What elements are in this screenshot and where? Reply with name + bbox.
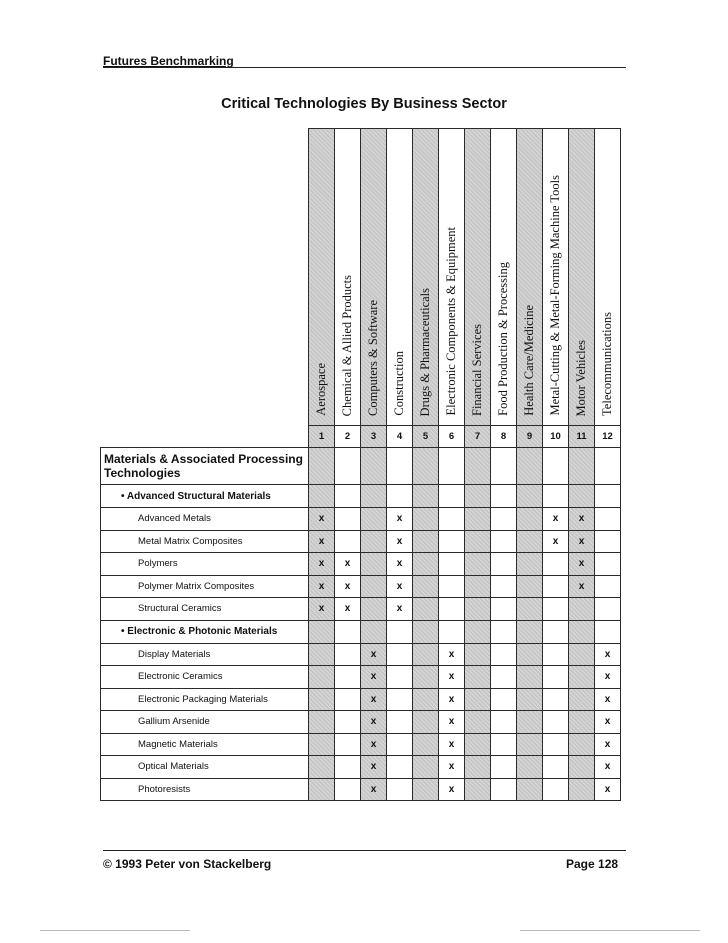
- mark-cell: x: [387, 598, 413, 621]
- table-row: [101, 778, 621, 801]
- empty-cell: [517, 575, 543, 598]
- empty-cell: [309, 756, 335, 779]
- empty-cell: [361, 508, 387, 531]
- empty-cell: [543, 756, 569, 779]
- empty-cell: [569, 778, 595, 801]
- sector-name: Aerospace: [314, 363, 328, 416]
- empty-cell: [335, 620, 361, 643]
- sector-number-row: [101, 426, 621, 448]
- empty-cell: [491, 666, 517, 689]
- technology-label: Magnetic Materials: [101, 733, 309, 756]
- empty-cell: [387, 666, 413, 689]
- empty-cell: [491, 485, 517, 508]
- empty-cell: [439, 485, 465, 508]
- mark-cell: x: [569, 553, 595, 576]
- empty-cell: [517, 485, 543, 508]
- empty-cell: [491, 530, 517, 553]
- sector-number: 8: [491, 426, 517, 448]
- subcategory-row: [101, 485, 621, 508]
- mark-cell: x: [595, 666, 621, 689]
- empty-cell: [595, 553, 621, 576]
- mark-cell: x: [569, 508, 595, 531]
- technology-label: Electronic Packaging Materials: [101, 688, 309, 711]
- header-spacer: [101, 129, 309, 426]
- scan-artifact: [520, 930, 700, 931]
- technology-label: Electronic Ceramics: [101, 666, 309, 689]
- mark-cell: x: [595, 756, 621, 779]
- sector-name: Metal-Cutting & Metal-Forming Machine Tools: [548, 175, 562, 416]
- empty-cell: [595, 620, 621, 643]
- empty-cell: [439, 620, 465, 643]
- empty-cell: [361, 448, 387, 485]
- empty-cell: [465, 620, 491, 643]
- empty-cell: [387, 485, 413, 508]
- empty-cell: [569, 756, 595, 779]
- mark-cell: x: [439, 688, 465, 711]
- table-row: [101, 733, 621, 756]
- table-row: [101, 756, 621, 779]
- sector-number: 10: [543, 426, 569, 448]
- mark-cell: x: [361, 688, 387, 711]
- sector-header: [465, 129, 491, 426]
- empty-cell: [387, 688, 413, 711]
- subcategory-row: [101, 620, 621, 643]
- empty-cell: [465, 778, 491, 801]
- empty-cell: [439, 598, 465, 621]
- empty-cell: [335, 448, 361, 485]
- sector-number: 11: [569, 426, 595, 448]
- sector-header: [517, 129, 543, 426]
- empty-cell: [517, 598, 543, 621]
- empty-cell: [491, 688, 517, 711]
- mark-cell: x: [335, 553, 361, 576]
- page-title: Critical Technologies By Business Sector: [221, 96, 507, 112]
- scan-artifact: [40, 930, 190, 931]
- sector-header: [491, 129, 517, 426]
- mark-cell: x: [439, 643, 465, 666]
- empty-cell: [413, 575, 439, 598]
- technology-label: Polymer Matrix Composites: [101, 575, 309, 598]
- empty-cell: [361, 553, 387, 576]
- sector-header: [569, 129, 595, 426]
- technology-label: Optical Materials: [101, 756, 309, 779]
- sector-name: Financial Services: [470, 324, 484, 416]
- empty-cell: [465, 575, 491, 598]
- empty-cell: [439, 575, 465, 598]
- mark-cell: x: [361, 733, 387, 756]
- empty-cell: [387, 711, 413, 734]
- header-rule: [103, 67, 626, 68]
- empty-cell: [361, 485, 387, 508]
- empty-cell: [439, 530, 465, 553]
- sector-header: [309, 129, 335, 426]
- empty-cell: [309, 711, 335, 734]
- empty-cell: [413, 620, 439, 643]
- sector-header: [543, 129, 569, 426]
- empty-cell: [335, 711, 361, 734]
- empty-cell: [517, 643, 543, 666]
- mark-cell: x: [309, 598, 335, 621]
- empty-cell: [491, 620, 517, 643]
- empty-cell: [387, 643, 413, 666]
- subcategory-label: • Electronic & Photonic Materials: [101, 620, 309, 643]
- table-row: [101, 575, 621, 598]
- empty-cell: [413, 508, 439, 531]
- empty-cell: [543, 778, 569, 801]
- empty-cell: [335, 778, 361, 801]
- mark-cell: x: [361, 711, 387, 734]
- sector-header: [387, 129, 413, 426]
- empty-cell: [309, 778, 335, 801]
- mark-cell: x: [439, 778, 465, 801]
- sector-header: [335, 129, 361, 426]
- empty-cell: [465, 598, 491, 621]
- sector-name: Motor Vehicles: [574, 339, 588, 416]
- empty-cell: [543, 620, 569, 643]
- mark-cell: x: [595, 711, 621, 734]
- empty-cell: [543, 711, 569, 734]
- empty-cell: [595, 485, 621, 508]
- sector-number: 9: [517, 426, 543, 448]
- sector-header: [439, 129, 465, 426]
- mark-cell: x: [335, 598, 361, 621]
- empty-cell: [387, 756, 413, 779]
- mark-cell: x: [387, 508, 413, 531]
- empty-cell: [543, 688, 569, 711]
- empty-cell: [465, 553, 491, 576]
- mark-cell: x: [543, 530, 569, 553]
- empty-cell: [517, 666, 543, 689]
- table-row: [101, 643, 621, 666]
- mark-cell: x: [361, 666, 387, 689]
- empty-cell: [413, 553, 439, 576]
- mark-cell: x: [387, 553, 413, 576]
- mark-cell: x: [309, 508, 335, 531]
- mark-cell: x: [439, 733, 465, 756]
- empty-cell: [309, 620, 335, 643]
- empty-cell: [569, 733, 595, 756]
- empty-cell: [543, 666, 569, 689]
- empty-cell: [309, 688, 335, 711]
- empty-cell: [309, 485, 335, 508]
- category-label: Materials & Associated Processing Technologies: [101, 448, 309, 485]
- empty-cell: [595, 575, 621, 598]
- empty-cell: [361, 620, 387, 643]
- mark-cell: x: [361, 756, 387, 779]
- empty-cell: [361, 598, 387, 621]
- table-row: [101, 688, 621, 711]
- empty-cell: [595, 598, 621, 621]
- mark-cell: x: [335, 575, 361, 598]
- empty-cell: [569, 666, 595, 689]
- empty-cell: [491, 508, 517, 531]
- mark-cell: x: [361, 643, 387, 666]
- sector-name: Electronic Components & Equipment: [444, 227, 458, 416]
- empty-cell: [491, 756, 517, 779]
- sector-number: 3: [361, 426, 387, 448]
- empty-cell: [517, 553, 543, 576]
- mark-cell: x: [439, 756, 465, 779]
- sector-number: 12: [595, 426, 621, 448]
- empty-cell: [465, 643, 491, 666]
- empty-cell: [413, 448, 439, 485]
- empty-cell: [439, 448, 465, 485]
- empty-cell: [491, 711, 517, 734]
- empty-cell: [569, 598, 595, 621]
- sector-number: 2: [335, 426, 361, 448]
- empty-cell: [569, 448, 595, 485]
- number-spacer: [101, 426, 309, 448]
- table-row: [101, 711, 621, 734]
- sector-header: [595, 129, 621, 426]
- empty-cell: [491, 598, 517, 621]
- empty-cell: [517, 508, 543, 531]
- empty-cell: [413, 756, 439, 779]
- empty-cell: [491, 643, 517, 666]
- empty-cell: [517, 448, 543, 485]
- empty-cell: [439, 508, 465, 531]
- empty-cell: [413, 643, 439, 666]
- empty-cell: [465, 733, 491, 756]
- empty-cell: [543, 598, 569, 621]
- sector-number: 6: [439, 426, 465, 448]
- technology-sector-table: [100, 128, 621, 801]
- mark-cell: x: [387, 575, 413, 598]
- empty-cell: [569, 688, 595, 711]
- sector-number: 4: [387, 426, 413, 448]
- category-row: [101, 448, 621, 485]
- empty-cell: [361, 575, 387, 598]
- empty-cell: [413, 666, 439, 689]
- empty-cell: [413, 530, 439, 553]
- empty-cell: [413, 778, 439, 801]
- empty-cell: [309, 643, 335, 666]
- empty-cell: [543, 553, 569, 576]
- page-number: Page 128: [566, 857, 619, 871]
- table-row: [101, 508, 621, 531]
- empty-cell: [335, 485, 361, 508]
- table-row: [101, 598, 621, 621]
- sector-name: Telecommunications: [600, 312, 614, 416]
- empty-cell: [387, 733, 413, 756]
- empty-cell: [335, 756, 361, 779]
- footer-rule: [103, 850, 626, 851]
- mark-cell: x: [569, 575, 595, 598]
- empty-cell: [309, 733, 335, 756]
- sector-name: Computers & Software: [366, 300, 380, 416]
- mark-cell: x: [569, 530, 595, 553]
- technology-label: Photoresists: [101, 778, 309, 801]
- mark-cell: x: [309, 553, 335, 576]
- empty-cell: [335, 666, 361, 689]
- empty-cell: [465, 508, 491, 531]
- technology-label: Polymers: [101, 553, 309, 576]
- empty-cell: [465, 756, 491, 779]
- empty-cell: [569, 711, 595, 734]
- empty-cell: [517, 530, 543, 553]
- empty-cell: [439, 553, 465, 576]
- empty-cell: [361, 530, 387, 553]
- empty-cell: [569, 620, 595, 643]
- mark-cell: x: [309, 530, 335, 553]
- sector-header: [361, 129, 387, 426]
- empty-cell: [335, 508, 361, 531]
- empty-cell: [465, 448, 491, 485]
- empty-cell: [543, 643, 569, 666]
- technology-label: Advanced Metals: [101, 508, 309, 531]
- empty-cell: [491, 448, 517, 485]
- empty-cell: [413, 733, 439, 756]
- table-row: [101, 553, 621, 576]
- sector-number: 5: [413, 426, 439, 448]
- mark-cell: x: [387, 530, 413, 553]
- empty-cell: [517, 778, 543, 801]
- empty-cell: [387, 778, 413, 801]
- table-row: [101, 530, 621, 553]
- empty-cell: [335, 688, 361, 711]
- empty-cell: [595, 530, 621, 553]
- sector-header: [413, 129, 439, 426]
- empty-cell: [413, 688, 439, 711]
- mark-cell: x: [595, 688, 621, 711]
- empty-cell: [413, 711, 439, 734]
- empty-cell: [335, 733, 361, 756]
- sector-name: Construction: [392, 351, 406, 416]
- mark-cell: x: [361, 778, 387, 801]
- running-header: Futures Benchmarking: [103, 54, 234, 68]
- empty-cell: [465, 485, 491, 508]
- empty-cell: [569, 643, 595, 666]
- technology-label: Metal Matrix Composites: [101, 530, 309, 553]
- empty-cell: [413, 485, 439, 508]
- empty-cell: [465, 666, 491, 689]
- mark-cell: x: [439, 666, 465, 689]
- sector-name: Drugs & Pharmaceuticals: [418, 287, 432, 416]
- empty-cell: [465, 530, 491, 553]
- empty-cell: [491, 733, 517, 756]
- empty-cell: [517, 733, 543, 756]
- empty-cell: [543, 575, 569, 598]
- empty-cell: [517, 688, 543, 711]
- empty-cell: [465, 711, 491, 734]
- empty-cell: [335, 643, 361, 666]
- empty-cell: [595, 448, 621, 485]
- empty-cell: [517, 620, 543, 643]
- copyright-footer: © 1993 Peter von Stackelberg: [103, 857, 272, 871]
- empty-cell: [543, 448, 569, 485]
- empty-cell: [491, 553, 517, 576]
- empty-cell: [309, 448, 335, 485]
- technology-label: Structural Ceramics: [101, 598, 309, 621]
- sector-number: 7: [465, 426, 491, 448]
- mark-cell: x: [439, 711, 465, 734]
- sector-name: Health Care/Medicine: [522, 305, 536, 416]
- empty-cell: [413, 598, 439, 621]
- empty-cell: [387, 620, 413, 643]
- sector-header-row: [101, 129, 621, 426]
- mark-cell: x: [595, 643, 621, 666]
- empty-cell: [543, 733, 569, 756]
- empty-cell: [335, 530, 361, 553]
- empty-cell: [491, 575, 517, 598]
- mark-cell: x: [543, 508, 569, 531]
- subcategory-label: • Advanced Structural Materials: [101, 485, 309, 508]
- empty-cell: [569, 485, 595, 508]
- mark-cell: x: [309, 575, 335, 598]
- mark-cell: x: [595, 778, 621, 801]
- table-row: [101, 666, 621, 689]
- empty-cell: [491, 778, 517, 801]
- empty-cell: [309, 666, 335, 689]
- empty-cell: [517, 711, 543, 734]
- sector-number: 1: [309, 426, 335, 448]
- sector-name: Chemical & Allied Products: [340, 274, 354, 416]
- technology-label: Display Materials: [101, 643, 309, 666]
- technology-label: Gallium Arsenide: [101, 711, 309, 734]
- empty-cell: [543, 485, 569, 508]
- empty-cell: [517, 756, 543, 779]
- empty-cell: [465, 688, 491, 711]
- empty-cell: [387, 448, 413, 485]
- mark-cell: x: [595, 733, 621, 756]
- empty-cell: [595, 508, 621, 531]
- sector-name: Food Production & Processing: [496, 262, 510, 416]
